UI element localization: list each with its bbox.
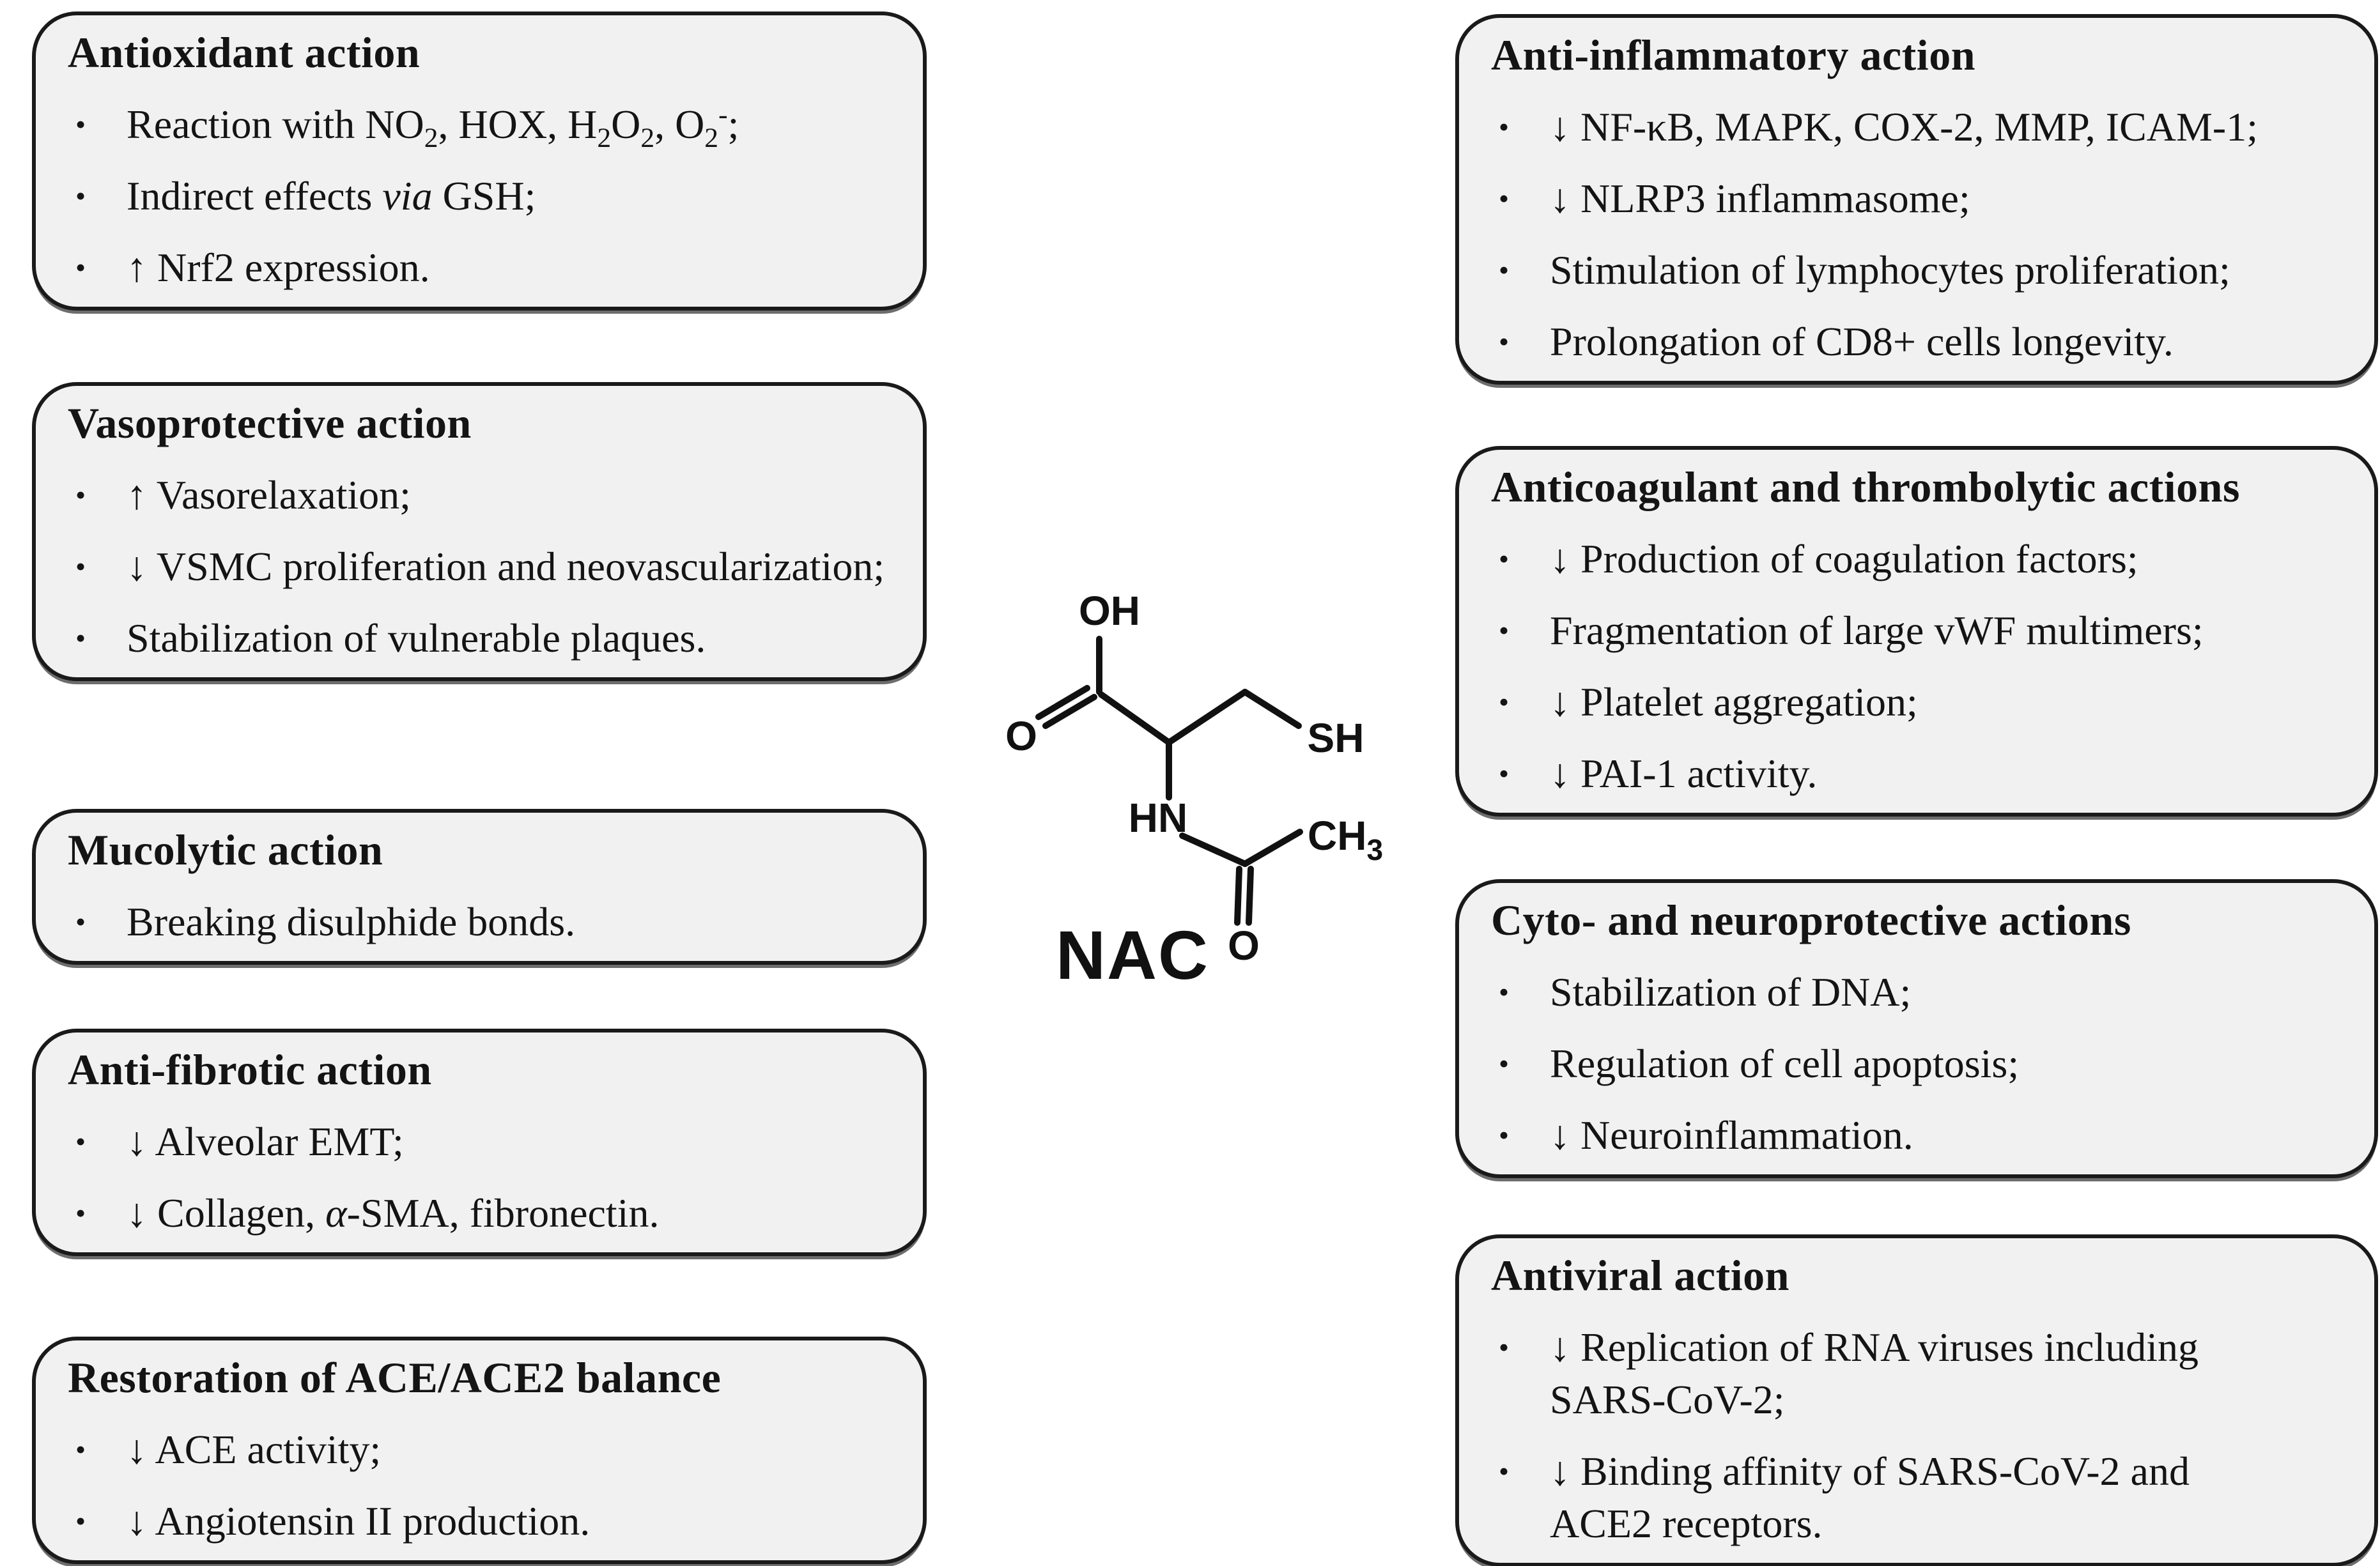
box-items (1491, 1321, 2355, 1550)
bullet-item (1491, 173, 2355, 225)
box-title: Vasoprotective action (68, 399, 472, 447)
action-box-antiviral-action (1455, 1234, 2378, 1566)
bullet-icon: • (1499, 614, 1510, 647)
bullet-text: ↓ Collagen, α-SMA, fibronectin. (127, 1190, 660, 1236)
action-box-anticoagulant-thrombolytic-actions (1455, 446, 2378, 817)
bullet-item (1491, 1321, 2355, 1426)
bullet-icon: • (1499, 542, 1510, 575)
bullet-icon: • (1499, 111, 1510, 143)
box-items (1491, 966, 2355, 1162)
box-title: Antiviral action (1491, 1251, 1789, 1300)
thiol-label: SH (1307, 715, 1364, 761)
action-box-vasoprotective-action (32, 382, 927, 681)
box-title: Anticoagulant and thrombolytic actions (1491, 463, 2240, 511)
bullet-text: ↓ VSMC proliferation and neovascularization; (127, 544, 885, 589)
bullet-icon: • (1499, 1331, 1510, 1363)
bullet-item (68, 469, 904, 521)
bullet-text: ↓ NF-κB, MAPK, COX-2, MMP, ICAM-1; (1550, 104, 2258, 150)
bullet-icon: • (75, 1433, 86, 1466)
bullet-icon: • (75, 180, 86, 212)
bullet-icon: • (75, 622, 86, 654)
bullet-text: ↓ Binding affinity of SARS-CoV-2 and ACE2 receptors. (1550, 1448, 2190, 1546)
bullet-icon: • (1499, 254, 1510, 286)
box-items (68, 98, 904, 294)
action-box-anti-fibrotic-action (32, 1029, 927, 1256)
bullet-item (1491, 966, 2355, 1018)
bullet-item (68, 896, 904, 948)
bullet-item (68, 1187, 904, 1240)
bullet-text: ↑ Vasorelaxation; (127, 472, 411, 518)
amine-label: HN (1128, 795, 1188, 841)
box-title: Restoration of ACE/ACE2 balance (68, 1353, 722, 1402)
hydroxyl-label: OH (1079, 588, 1140, 634)
bullet-text: Fragmentation of large vWF multimers; (1550, 608, 2204, 653)
bullet-icon: • (1499, 976, 1510, 1008)
box-title: Anti-inflammatory action (1491, 31, 1976, 79)
bond-lines (1039, 639, 1300, 923)
bullet-item (68, 541, 904, 593)
bullet-item (1491, 1445, 2355, 1550)
bullet-item (1491, 1109, 2355, 1162)
amide-oxygen-label: O (1228, 923, 1260, 969)
bullet-text: Stimulation of lymphocytes proliferation; (1550, 247, 2230, 293)
bullet-text: Indirect effects via GSH; (127, 173, 536, 219)
action-box-cyto-neuroprotective-actions (1455, 879, 2378, 1178)
bullet-text: Stabilization of DNA; (1550, 969, 1912, 1015)
box-items (1491, 533, 2355, 800)
bullet-item (68, 98, 904, 151)
box-items (68, 1116, 904, 1240)
bullet-text: Regulation of cell apoptosis; (1550, 1041, 2020, 1086)
bullet-icon: • (75, 1505, 86, 1537)
bullet-item (68, 170, 904, 222)
bullet-icon: • (1499, 1455, 1510, 1487)
box-title: Cyto- and neuroprotective actions (1491, 896, 2131, 944)
bullet-item (1491, 748, 2355, 800)
box-items (68, 469, 904, 664)
bullet-icon: • (75, 905, 86, 938)
action-box-ace-ace2-balance (32, 1337, 927, 1564)
bullet-icon: • (1499, 686, 1510, 718)
action-box-anti-inflammatory-action (1455, 14, 2378, 385)
bullet-item (68, 1495, 904, 1547)
bullet-text: ↑ Nrf2 expression. (127, 245, 430, 290)
bullet-text: Reaction with $NO_2$, HOX, $H_2O_2$, $O_2^-$; (127, 99, 739, 153)
bullet-text: Breaking disulphide bonds. (127, 899, 576, 944)
bullet-text: Stabilization of vulnerable plaques. (127, 615, 706, 661)
bullet-text: ↓ Production of coagulation factors; (1550, 536, 2138, 581)
bullet-item (68, 242, 904, 294)
bullet-icon: • (75, 251, 86, 284)
bullet-item (1491, 316, 2355, 368)
bullet-text: ↓ Replication of RNA viruses including SARS-CoV-2; (1550, 1324, 2198, 1422)
bullet-icon: • (1499, 1119, 1510, 1151)
bullet-text: ↓ NLRP3 inflammasome; (1550, 176, 1970, 221)
bullet-text: Prolongation of CD8+ cells longevity. (1550, 319, 2174, 364)
bullet-icon: • (1499, 182, 1510, 215)
box-title: Antioxidant action (68, 28, 421, 77)
box-items (68, 896, 904, 948)
action-box-mucolytic-action (32, 809, 927, 965)
bullet-text: ↓ Angiotensin II production. (127, 1498, 591, 1544)
bullet-item (1491, 604, 2355, 657)
bullet-icon: • (75, 479, 86, 511)
box-title: Mucolytic action (68, 825, 383, 874)
bullet-text: ↓ Alveolar EMT; (127, 1119, 404, 1164)
bullet-item (1491, 1038, 2355, 1090)
action-box-antioxidant-action (32, 12, 927, 311)
bullet-icon: • (75, 108, 86, 141)
carboxyl-oxygen-label: O (1005, 713, 1037, 759)
nac-structure-svg (984, 543, 1457, 1003)
box-items (68, 1424, 904, 1547)
bullet-icon: • (1499, 1047, 1510, 1080)
bullet-text: ↓ Neuroinflammation. (1550, 1112, 1913, 1158)
bullet-text: ↓ PAI-1 activity. (1550, 751, 1818, 796)
bullet-item (68, 1424, 904, 1476)
bullet-item (1491, 244, 2355, 296)
bullet-item (1491, 101, 2355, 153)
bullet-icon: • (1499, 757, 1510, 790)
methyl-label: $CH_3$ (1308, 813, 1384, 866)
bullet-item (68, 1116, 904, 1168)
bullet-item (68, 612, 904, 664)
bullet-icon: • (75, 1125, 86, 1158)
bullet-icon: • (1499, 325, 1510, 358)
box-title: Anti-fibrotic action (68, 1045, 432, 1094)
box-items (1491, 101, 2355, 368)
bullet-icon: • (75, 1197, 86, 1229)
bullet-icon: • (75, 550, 86, 583)
bullet-text: ↓ Platelet aggregation; (1550, 679, 1918, 725)
bullet-item (1491, 676, 2355, 728)
bullet-text: ↓ ACE activity; (127, 1427, 382, 1472)
bullet-item (1491, 533, 2355, 585)
nac-name-label: NAC (1056, 916, 1209, 994)
